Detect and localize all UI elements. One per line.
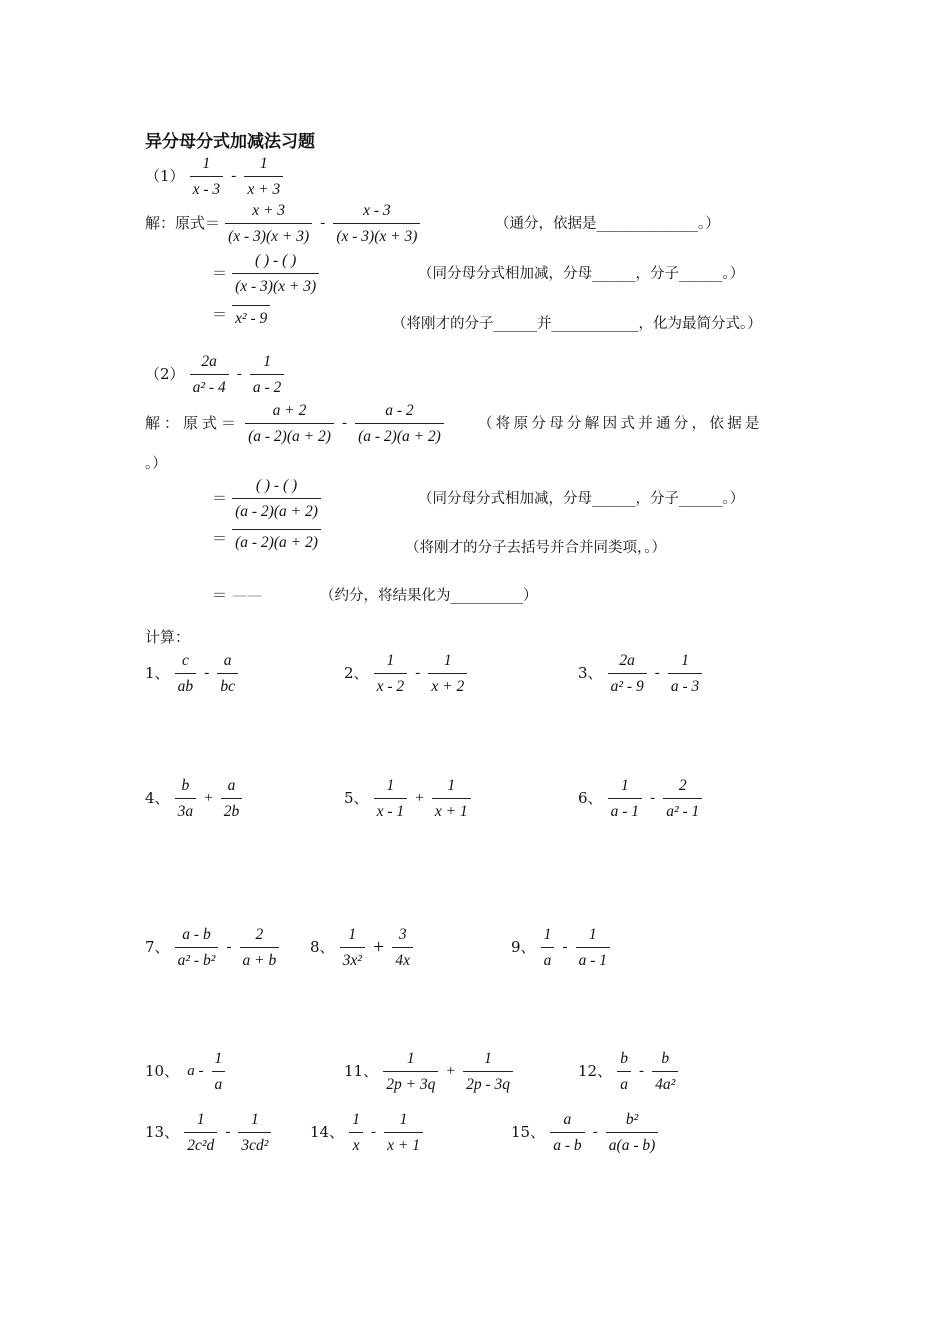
fraction: $\frac{1}{x + 2}$ bbox=[428, 651, 467, 696]
solution-1-note-3: （将刚才的分子______并____________，化为最简分式。） bbox=[392, 316, 762, 332]
fraction: $\frac{c}{ab}$ bbox=[175, 651, 197, 696]
problem-label: 14、 bbox=[310, 1123, 345, 1141]
solution-2-note-1: （将原分母分解因式并通分，依据是 bbox=[478, 416, 763, 432]
fraction: $\frac{1}{x - 3}$ bbox=[190, 154, 224, 199]
fraction: $\frac{2a}{\text{a² - 9}}$ bbox=[608, 651, 647, 696]
problem-9 bbox=[511, 925, 610, 970]
fraction: $\frac{1}{\text{2c²d}}$ bbox=[184, 1110, 217, 1155]
operator: - bbox=[371, 1124, 377, 1140]
operator: - bbox=[650, 790, 656, 806]
operator: - bbox=[231, 168, 237, 184]
problem-label: 2、 bbox=[344, 664, 369, 682]
operator: - bbox=[562, 939, 568, 955]
problem-label: 8、 bbox=[310, 938, 335, 956]
fraction: ( ) - ( ) (a - 2)(a + 2) bbox=[232, 476, 321, 521]
problem-8 bbox=[310, 925, 413, 970]
fraction: $\frac{b}{3a}$ bbox=[175, 776, 197, 821]
fraction: $\frac{1}{\text{3x²}}$ bbox=[340, 925, 365, 970]
problem-label: 4、 bbox=[145, 789, 170, 807]
fraction: $\frac{2}{\text{a² - 1}}$ bbox=[663, 776, 702, 821]
solution-2-note-2: （同分母分式相加减，分母______，分子______。） bbox=[418, 491, 745, 507]
operator: - bbox=[320, 215, 326, 231]
blank-result: —— bbox=[232, 586, 263, 604]
page-title: 异分母分式加减法习题 bbox=[145, 132, 315, 152]
solution-2-step-2 bbox=[212, 476, 321, 521]
problem-14 bbox=[310, 1110, 423, 1155]
fraction: $\frac{1}{a - 1}$ bbox=[608, 776, 642, 821]
problem-label: 12、 bbox=[578, 1062, 613, 1080]
problem-label: 7、 bbox=[145, 938, 170, 956]
problem-label: 11、 bbox=[344, 1062, 379, 1080]
fraction: $\frac{1}{x}$ bbox=[349, 1110, 363, 1155]
fraction: $\frac{\text{b²}}{a(a - b)}$ bbox=[606, 1110, 659, 1155]
problem-label: 10、 bbox=[145, 1062, 180, 1080]
fraction: $\frac{1}{a}$ bbox=[541, 925, 555, 970]
operator: - bbox=[204, 665, 210, 681]
operator: - bbox=[415, 665, 421, 681]
fraction: $\frac{b}{a}$ bbox=[617, 1049, 631, 1094]
fraction: $\frac{x + 3}{(x - 3)(x + 3)}$ bbox=[225, 201, 312, 246]
operator: + bbox=[373, 936, 385, 958]
fraction: $\frac{1}{a - 1}$ bbox=[576, 925, 610, 970]
fraction: $\frac{a}{bc}$ bbox=[217, 651, 238, 696]
problem-label: 15、 bbox=[511, 1123, 546, 1141]
solution-prefix: 解：原式＝ bbox=[145, 214, 221, 232]
problem-label: 13、 bbox=[145, 1123, 180, 1141]
example-2 bbox=[145, 352, 284, 397]
problem-2 bbox=[344, 651, 467, 696]
problem-7 bbox=[145, 925, 279, 970]
fraction: $\frac{a - 2}{(a - 2)(a + 2)}$ bbox=[355, 401, 444, 446]
fraction: $\frac{x - 3}{(x - 3)(x + 3)}$ bbox=[333, 201, 420, 246]
operator: + bbox=[415, 790, 424, 806]
solution-2-note-1-end: 。） bbox=[145, 456, 167, 472]
fraction: $\frac{1}{x + 1}$ bbox=[384, 1110, 423, 1155]
example-label: （2） bbox=[145, 365, 185, 383]
fraction: $\frac{a + 2}{(a - 2)(a + 2)}$ bbox=[245, 401, 334, 446]
problem-10 bbox=[145, 1049, 225, 1094]
problem-6 bbox=[578, 776, 702, 821]
problem-label: 5、 bbox=[344, 789, 369, 807]
lead-term: a - bbox=[187, 1063, 204, 1079]
solution-2-note-4: （约分，将结果化为__________） bbox=[320, 588, 538, 604]
fraction: x² - 9 bbox=[232, 302, 270, 328]
operator: + bbox=[446, 1063, 455, 1079]
solution-1-note-2: （同分母分式相加减，分母______，分子______。） bbox=[418, 266, 745, 282]
fraction: $\frac{1}{\text{3cd²}}$ bbox=[238, 1110, 271, 1155]
problem-label: 3、 bbox=[578, 664, 603, 682]
problem-1 bbox=[145, 651, 238, 696]
fraction: $\frac{1}{a - 3}$ bbox=[668, 651, 702, 696]
operator: - bbox=[226, 939, 232, 955]
problem-5 bbox=[344, 776, 471, 821]
fraction: $\frac{1}{x - 2}$ bbox=[374, 651, 408, 696]
calc-label: 计算： bbox=[145, 628, 191, 646]
solution-1-step-2 bbox=[212, 251, 319, 296]
problem-label: 6、 bbox=[578, 789, 603, 807]
equals-sign: ＝ bbox=[212, 305, 228, 324]
fraction: $\frac{1}{2p - 3q}$ bbox=[463, 1049, 513, 1094]
fraction: $\frac{1}{x + 1}$ bbox=[432, 776, 471, 821]
fraction: ( ) - ( ) (x - 3)(x + 3) bbox=[232, 251, 319, 296]
fraction: $\frac{2}{a + b}$ bbox=[240, 925, 280, 970]
fraction: $\frac{2a}{\text{a² - 4}}$ bbox=[190, 352, 229, 397]
operator: - bbox=[236, 366, 242, 382]
solution-prefix: 解：原式＝ bbox=[145, 414, 241, 432]
equals-sign: ＝ bbox=[212, 529, 228, 548]
example-label: （1） bbox=[145, 167, 185, 185]
operator: - bbox=[639, 1063, 645, 1079]
fraction: $\frac{1}{x + 3}$ bbox=[244, 154, 283, 199]
equals-sign: ＝ bbox=[212, 264, 228, 282]
fraction: $\frac{1}{a - 2}$ bbox=[250, 352, 284, 397]
fraction: $\frac{1}{2p + 3q}$ bbox=[383, 1049, 438, 1094]
problem-15 bbox=[511, 1110, 658, 1155]
solution-2-step-4 bbox=[212, 584, 262, 605]
problem-4 bbox=[145, 776, 242, 821]
operator: + bbox=[204, 790, 213, 806]
problem-13 bbox=[145, 1110, 271, 1155]
solution-1-step-3 bbox=[212, 302, 270, 328]
operator: - bbox=[225, 1124, 231, 1140]
operator: - bbox=[341, 415, 347, 431]
operator: - bbox=[592, 1124, 598, 1140]
problem-label: 1、 bbox=[145, 664, 170, 682]
solution-2-step-3 bbox=[212, 526, 321, 552]
fraction: $\frac{b}{\text{4a²}}$ bbox=[652, 1049, 678, 1094]
solution-1-note-1: （通分，依据是______________。） bbox=[495, 216, 720, 232]
problem-12 bbox=[578, 1049, 678, 1094]
example-1 bbox=[145, 154, 283, 199]
fraction: $\frac{3}{4x}$ bbox=[392, 925, 413, 970]
problem-label: 9、 bbox=[511, 938, 536, 956]
equals-sign: ＝ bbox=[212, 489, 228, 507]
fraction: $\frac{1}{x - 1}$ bbox=[374, 776, 408, 821]
fraction: $\frac{a - b}{\text{a² - b²}}$ bbox=[175, 925, 219, 970]
solution-1-step-1 bbox=[145, 201, 420, 246]
problem-3 bbox=[578, 651, 702, 696]
solution-2-step-1 bbox=[145, 401, 444, 446]
fraction: $\frac{a}{a - b}$ bbox=[550, 1110, 584, 1155]
solution-2-note-3: （将刚才的分子去括号并合并同类项，。） bbox=[405, 540, 666, 556]
fraction: $\frac{1}{a}$ bbox=[212, 1049, 226, 1094]
fraction: $\frac{a}{2b}$ bbox=[221, 776, 243, 821]
problem-11 bbox=[344, 1049, 513, 1094]
equals-sign: ＝ bbox=[212, 586, 228, 604]
fraction: (a - 2)(a + 2) bbox=[232, 526, 321, 552]
operator: - bbox=[654, 665, 660, 681]
